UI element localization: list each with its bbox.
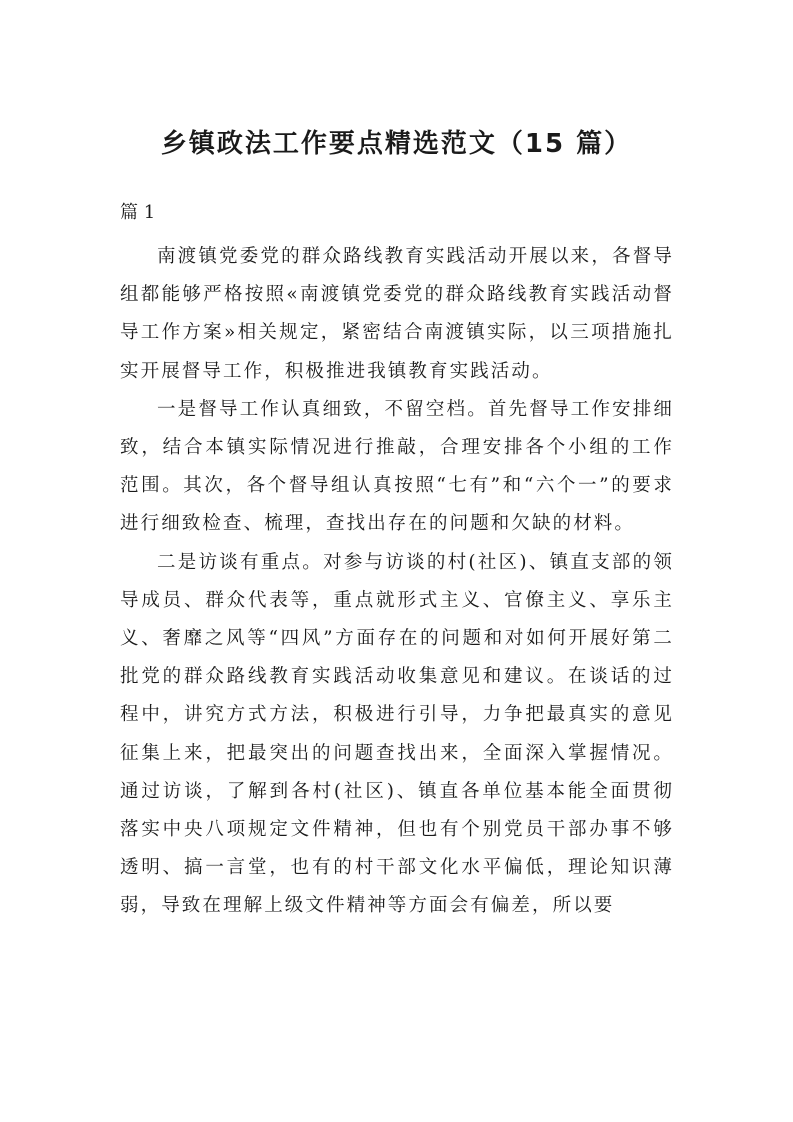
paragraph-3: 二是访谈有重点。对参与访谈的村(社区)、镇直支部的领导成员、群众代表等，重点就形式主义、官僚主义、享乐主义、奢靡之风等“四风”方面存在的问题和对如何开展好第二批党的群众路线教育实践活动收集意见和建议。在谈话的过程中，讲究方式方法，积极进行引导，力争把最真实的意见征集上来，把最突出的问题查找出来，全面深入掌握情况。通过访谈，了解到各村(社区)、镇直各单位基本能全面贯彻落实中央八项规定文件精神，但也有个别党员干部办事不够透明、搞一言堂，也有的村干部文化水平偏低，理论知识薄弱，导致在理解上级文件精神等方面会有偏差，所以要 xyxy=(120,551,674,917)
section-label: 篇 1 xyxy=(120,202,156,223)
paragraph-2: 一是督导工作认真细致，不留空档。首先督导工作安排细致，结合本镇实际情况进行推敲，合理安排各个小组的工作范围。其次，各个督导组认真按照“七有”和“六个一”的要求进行细致检查、梳理，查找出存在的问题和欠缺的材料。 xyxy=(120,398,674,535)
document-title: 乡镇政法工作要点精选范文（15 篇） xyxy=(160,129,633,159)
paragraph-1: 南渡镇党委党的群众路线教育实践活动开展以来，各督导组都能够严格按照«南渡镇党委党的群众路线教育实践活动督导工作方案»相关规定，紧密结合南渡镇实际，以三项措施扎实开展督导工作，积极推进我镇教育实践活动。 xyxy=(120,246,674,382)
document-body xyxy=(120,238,674,926)
